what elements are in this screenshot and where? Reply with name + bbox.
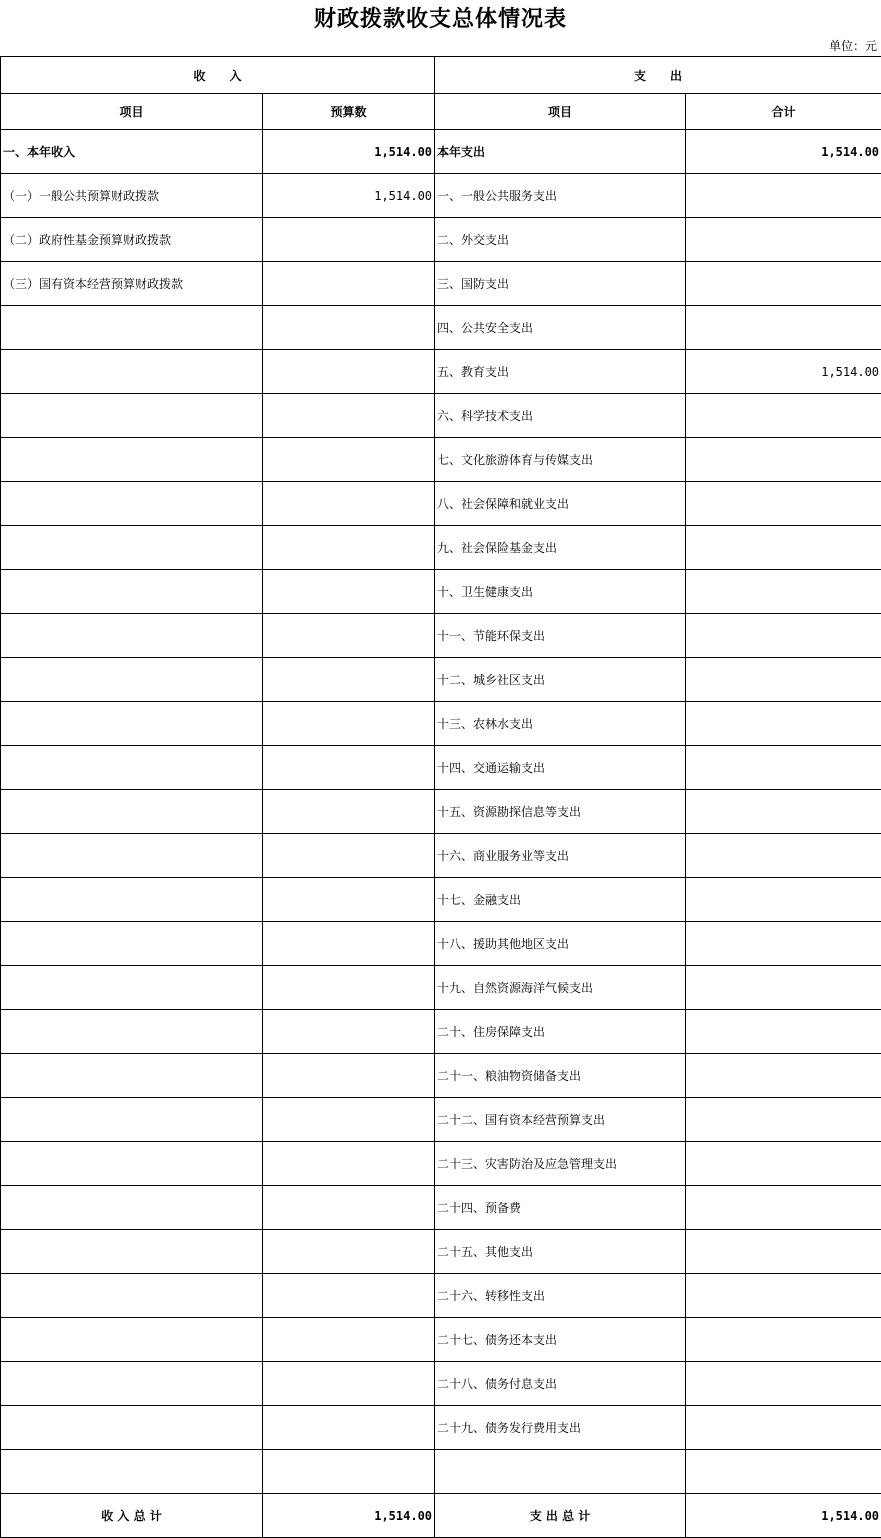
income-value-cell [263, 526, 435, 570]
income-value-cell [263, 394, 435, 438]
expense-value-cell [686, 658, 881, 702]
table-row [1, 1318, 881, 1362]
income-item-cell: 一、本年收入 [1, 130, 263, 174]
table-row [1, 306, 881, 350]
expense-value-cell [686, 1186, 881, 1230]
expense-value-cell [686, 1010, 881, 1054]
income-item-cell [1, 1230, 263, 1274]
income-value-cell [263, 1010, 435, 1054]
table-row [1, 1362, 881, 1406]
income-item-cell [1, 746, 263, 790]
expense-total-label: 支 出 总 计 [435, 1494, 686, 1538]
table-row [1, 130, 881, 174]
expense-value-cell [686, 526, 881, 570]
income-value-cell: 1,514.00 [263, 130, 435, 174]
table-row [1, 1054, 881, 1098]
expense-value-cell [686, 702, 881, 746]
income-value-cell [263, 966, 435, 1010]
expense-value-cell [686, 746, 881, 790]
income-value-cell [263, 614, 435, 658]
expense-value-cell [686, 1142, 881, 1186]
expense-item-cell: 十一、节能环保支出 [435, 614, 686, 658]
income-value-cell [263, 306, 435, 350]
table-row [1, 1098, 881, 1142]
income-value-cell [263, 570, 435, 614]
expense-item-cell: 六、科学技术支出 [435, 394, 686, 438]
expense-value-cell [686, 438, 881, 482]
income-value-cell [263, 218, 435, 262]
income-item-cell [1, 878, 263, 922]
expense-item-cell [435, 1450, 686, 1494]
income-value-cell [263, 746, 435, 790]
page-title: 财政拨款收支总体情况表 [0, 5, 881, 35]
table-row [1, 350, 881, 394]
expense-header: 支 出 [435, 57, 881, 94]
expense-item-cell: 二十七、债务还本支出 [435, 1318, 686, 1362]
expense-item-cell: 十五、资源勘探信息等支出 [435, 790, 686, 834]
expense-value-cell [686, 878, 881, 922]
income-value-cell [263, 658, 435, 702]
table-row [1, 174, 881, 218]
income-item-cell [1, 922, 263, 966]
expense-item-cell: 七、文化旅游体育与传媒支出 [435, 438, 686, 482]
income-item-cell [1, 1054, 263, 1098]
income-value-cell [263, 1406, 435, 1450]
expense-value-cell [686, 1274, 881, 1318]
expense-item-cell: 二十五、其他支出 [435, 1230, 686, 1274]
income-item-cell [1, 350, 263, 394]
table-row [1, 966, 881, 1010]
expense-item-cell: 二十一、粮油物资储备支出 [435, 1054, 686, 1098]
income-value-cell [263, 262, 435, 306]
table-row [1, 526, 881, 570]
expense-item-cell: 十九、自然资源海洋气候支出 [435, 966, 686, 1010]
table-row [1, 570, 881, 614]
table-row [1, 482, 881, 526]
income-value-cell [263, 1054, 435, 1098]
income-item-cell [1, 482, 263, 526]
income-item-cell [1, 438, 263, 482]
expense-item-cell: 二十二、国有资本经营预算支出 [435, 1098, 686, 1142]
expense-value-cell [686, 1362, 881, 1406]
expense-value-cell [686, 1054, 881, 1098]
expense-item-cell: 十四、交通运输支出 [435, 746, 686, 790]
income-value-cell [263, 1450, 435, 1494]
income-value-cell [263, 350, 435, 394]
expense-value-cell [686, 218, 881, 262]
expense-value-cell [686, 922, 881, 966]
table-row [1, 658, 881, 702]
income-item-cell [1, 966, 263, 1010]
expense-item-cell: 三、国防支出 [435, 262, 686, 306]
income-value-cell [263, 482, 435, 526]
income-item-cell [1, 1010, 263, 1054]
expense-value-cell [686, 614, 881, 658]
income-value-cell [263, 1098, 435, 1142]
income-value-cell [263, 1230, 435, 1274]
expense-item-cell: 四、公共安全支出 [435, 306, 686, 350]
table-row [1, 438, 881, 482]
table-row [1, 262, 881, 306]
income-value-cell [263, 922, 435, 966]
table-row [1, 790, 881, 834]
expense-item-cell: 二、外交支出 [435, 218, 686, 262]
income-value-cell: 1,514.00 [263, 174, 435, 218]
table-row [1, 1450, 881, 1494]
income-value-cell [263, 790, 435, 834]
expense-item-cell: 二十九、债务发行费用支出 [435, 1406, 686, 1450]
expense-item-cell: 二十三、灾害防治及应急管理支出 [435, 1142, 686, 1186]
income-value-cell [263, 1274, 435, 1318]
table-row [1, 1230, 881, 1274]
income-item-cell [1, 1274, 263, 1318]
income-item-cell [1, 526, 263, 570]
table-row [1, 702, 881, 746]
header-row-group [1, 57, 881, 94]
income-value-cell [263, 878, 435, 922]
table-row [1, 1406, 881, 1450]
expense-value-cell [686, 966, 881, 1010]
income-item-cell [1, 1450, 263, 1494]
expense-value-cell [686, 1406, 881, 1450]
expense-value-cell [686, 394, 881, 438]
income-item-cell [1, 1362, 263, 1406]
income-item-cell [1, 306, 263, 350]
expense-item-cell: 十六、商业服务业等支出 [435, 834, 686, 878]
income-value-cell [263, 1362, 435, 1406]
income-item-cell [1, 394, 263, 438]
expense-item-cell: 八、社会保障和就业支出 [435, 482, 686, 526]
expense-item-cell: 二十六、转移性支出 [435, 1274, 686, 1318]
income-item-cell: （一）一般公共预算财政拨款 [1, 174, 263, 218]
expense-item-header: 项目 [435, 94, 686, 130]
income-item-cell [1, 1318, 263, 1362]
expense-value-cell [686, 1230, 881, 1274]
expense-value-cell [686, 1450, 881, 1494]
expense-item-cell: 本年支出 [435, 130, 686, 174]
income-value-cell [263, 1318, 435, 1362]
expense-value-cell [686, 306, 881, 350]
income-item-header: 项目 [1, 94, 263, 130]
expense-value-cell [686, 262, 881, 306]
income-total-label: 收 入 总 计 [1, 1494, 263, 1538]
totals-row [1, 1494, 881, 1538]
expense-item-cell: 九、社会保险基金支出 [435, 526, 686, 570]
expense-value-cell [686, 174, 881, 218]
income-total-value: 1,514.00 [263, 1494, 435, 1538]
expense-value-cell [686, 1098, 881, 1142]
expense-item-cell: 十三、农林水支出 [435, 702, 686, 746]
table-row [1, 218, 881, 262]
expense-item-cell: 二十、住房保障支出 [435, 1010, 686, 1054]
income-item-cell [1, 570, 263, 614]
expense-item-cell: 二十八、债务付息支出 [435, 1362, 686, 1406]
income-item-cell [1, 834, 263, 878]
header-row-columns [1, 94, 881, 130]
income-item-cell [1, 702, 263, 746]
income-value-cell [263, 1142, 435, 1186]
table-row [1, 1010, 881, 1054]
total-header: 合计 [686, 94, 881, 130]
unit-label: 单位：元 [829, 38, 877, 54]
income-item-cell [1, 1142, 263, 1186]
expense-item-cell: 十二、城乡社区支出 [435, 658, 686, 702]
budget-table [0, 56, 881, 1538]
table-row [1, 746, 881, 790]
expense-value-cell [686, 834, 881, 878]
expense-item-cell: 十、卫生健康支出 [435, 570, 686, 614]
expense-item-cell: 十七、金融支出 [435, 878, 686, 922]
table-row [1, 1274, 881, 1318]
income-item-cell [1, 790, 263, 834]
expense-item-cell: 二十四、预备费 [435, 1186, 686, 1230]
income-item-cell [1, 658, 263, 702]
expense-total-value: 1,514.00 [686, 1494, 881, 1538]
table-row [1, 614, 881, 658]
income-item-cell [1, 614, 263, 658]
table-row [1, 1142, 881, 1186]
table-row [1, 1186, 881, 1230]
table-row [1, 878, 881, 922]
income-value-cell [263, 438, 435, 482]
expense-value-cell [686, 790, 881, 834]
income-value-cell [263, 702, 435, 746]
expense-item-cell: 一、一般公共服务支出 [435, 174, 686, 218]
expense-value-cell [686, 482, 881, 526]
income-value-cell [263, 1186, 435, 1230]
expense-value-cell [686, 1318, 881, 1362]
expense-value-cell: 1,514.00 [686, 350, 881, 394]
expense-value-cell: 1,514.00 [686, 130, 881, 174]
income-item-cell [1, 1186, 263, 1230]
income-item-cell [1, 1098, 263, 1142]
income-item-cell: （三）国有资本经营预算财政拨款 [1, 262, 263, 306]
income-item-cell [1, 1406, 263, 1450]
income-header: 收 入 [1, 57, 435, 94]
table-row [1, 922, 881, 966]
expense-value-cell [686, 570, 881, 614]
income-value-cell [263, 834, 435, 878]
expense-item-cell: 五、教育支出 [435, 350, 686, 394]
budget-header: 预算数 [263, 94, 435, 130]
income-item-cell: （二）政府性基金预算财政拨款 [1, 218, 263, 262]
expense-item-cell: 十八、援助其他地区支出 [435, 922, 686, 966]
table-row [1, 834, 881, 878]
table-row [1, 394, 881, 438]
